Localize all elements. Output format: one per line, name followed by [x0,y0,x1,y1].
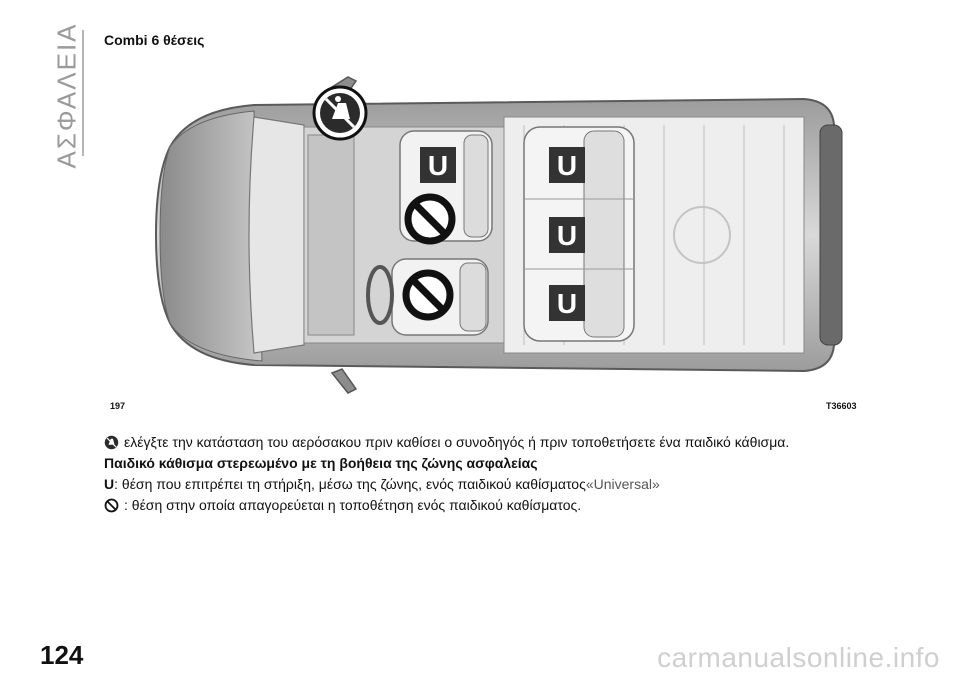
figure-title: Combi 6 θέσεις [104,32,205,48]
no-child-seat-icon [408,197,452,241]
universal-tag: «Universal» [585,476,660,492]
section-divider [82,30,84,156]
universal-label: U [104,476,115,492]
universal-seat-badge [549,217,585,253]
page-number: 124 [40,640,84,670]
airbag-note [104,432,884,453]
svg-text:U: U [427,150,449,181]
hood [160,111,262,361]
figure-code: T36603 [826,401,857,411]
universal-seat-badge [549,285,585,321]
airbag-warning-icon [104,435,119,450]
windshield [249,117,304,353]
figure-number: 197 [110,401,126,411]
van-seating-diagram [104,55,866,415]
no-child-seat-icon [406,273,450,317]
section-title: ΑΣΦΑΛΕΙΑ [51,21,82,169]
airbag-warning-icon [314,87,366,139]
universal-text: : θέση που επιτρέπει τη στήριξη, μέσω της ζώνης, ενός παιδικού καθίσματος [114,476,586,492]
rear-bumper [820,125,842,345]
section-tab [48,21,86,169]
dashboard [308,135,354,335]
legend-text [104,432,884,516]
forbidden-text: : θέση στην οποία απαγορεύεται η τοποθέτηση ενός παιδικού καθίσματος. [124,497,582,513]
universal-legend [104,474,884,495]
right-mirror [332,369,356,393]
universal-seat-badge [420,147,456,183]
universal-seat-badge [549,147,585,183]
watermark: carmanualsonline.info [657,642,940,673]
forbidden-legend [104,495,884,516]
no-child-seat-icon [104,498,119,513]
svg-text:U: U [556,150,578,181]
section-heading: Παιδικό κάθισμα στερεωμένο με τη βοήθεια της ζώνης ασφαλείας [104,455,538,471]
svg-text:U: U [556,220,578,251]
airbag-note-text: ελέγξτε την κατάσταση του αερόσακου πριν καθίσει ο συνοδηγός ή πριν τοποθετήσετε ένα παιδικό κάθισμα. [124,434,790,450]
svg-text:U: U [556,288,578,319]
